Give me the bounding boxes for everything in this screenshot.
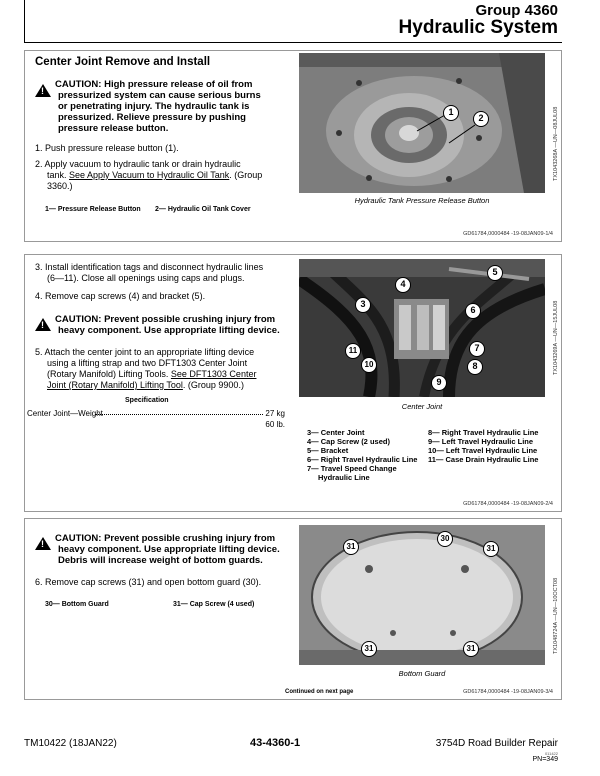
step-2: 2. Apply vacuum to hydraulic tank or drain hydraulic tank. See Apply Vacuum to Hydraulic Oil Tank. (Group 3360.) (35, 159, 263, 191)
center-joint-photo (299, 259, 545, 397)
warning-icon (35, 84, 51, 97)
header-left-rule (24, 0, 25, 43)
step-5: 5. Attach the center joint to an appropriate lifting device using a lifting strap and two DFT1303 Center Joint (Rotary Manifold) Lifting Tools. See DFT1303 Center Joint (Rotary Manifold) Lifting Tool. (Group 9900.) (35, 347, 257, 390)
legend-item-31: 31— Cap Screw (4 used) (173, 601, 255, 608)
continued-note: Continued on next page (285, 689, 354, 695)
reference-code: GD61784,0000484 -19-08JAN09-1/4 (463, 231, 553, 237)
group-label: Group 4360 (475, 2, 558, 19)
figure-caption: Hydraulic Tank Pressure Release Button (354, 196, 490, 205)
warning-icon (35, 318, 51, 331)
footer-manual-title: 3754D Road Builder Repair (435, 738, 558, 749)
callout-6: 6 (465, 303, 481, 319)
footer-pn: PN=349 (532, 756, 558, 763)
figure-id: TX1043268A —UN—08JUL08 (553, 106, 559, 181)
reference-code: GD61784,0000484 -19-08JAN09-3/4 (463, 689, 553, 695)
figure-id: TX1048724A —UN—10OCT08 (553, 577, 559, 654)
page-number: 43-4360-1 (250, 737, 301, 749)
callout-11: 11 (345, 343, 361, 359)
footer-tm: TM10422 (18JAN22) (24, 738, 117, 749)
panel-disconnect-lines (24, 254, 562, 512)
callout-9: 9 (431, 375, 447, 391)
legend-left: 3— Center Joint 4— Cap Screw (2 used) 5— Bracket 6— Right Travel Hydraulic Line 7— Travel Speed Change Hydraulic Line (307, 428, 418, 482)
callout-3: 3 (355, 297, 371, 313)
hydraulic-tank-photo (299, 53, 545, 193)
figure-id: TX1043269A —UN—15JUL08 (553, 300, 559, 375)
reference-code: GD61784,0000484 -19-08JAN09-2/4 (463, 501, 553, 507)
callout-31-bottom-left: 31 (361, 641, 377, 657)
spec-row: Center Joint—Weight 27 kg (27, 409, 285, 418)
step-1: 1. Push pressure release button (1). (35, 143, 179, 153)
figure-caption: Bottom Guard (398, 669, 446, 678)
spec-value-lb: 60 lb. (265, 420, 285, 429)
callout-10: 10 (361, 357, 377, 373)
caution-text: CAUTION: Prevent possible crushing injury from heavy component. Use appropriate lifting device. (55, 314, 280, 336)
footer-date-code: 011422 (544, 751, 558, 756)
link-apply-vacuum[interactable]: See Apply Vacuum to Hydraulic Oil Tank (69, 170, 230, 180)
callout-5: 5 (487, 265, 503, 281)
callout-31-top-left: 31 (343, 539, 359, 555)
callout-7: 7 (469, 341, 485, 357)
panel-bottom-guard (24, 518, 562, 700)
panel-center-joint-intro (24, 50, 562, 242)
callout-30: 30 (437, 531, 453, 547)
figure-caption: Center Joint (401, 402, 443, 411)
legend-right: 8— Right Travel Hydraulic Line 9— Left Travel Hydraulic Line 10— Left Travel Hydraulic Line 11— Case Drain Hydraulic Line (428, 428, 539, 464)
legend-item-30: 30— Bottom Guard (45, 601, 109, 608)
callout-31-top-right: 31 (483, 541, 499, 557)
callout-4: 4 (395, 277, 411, 293)
caution-text: CAUTION: High pressure release of oil from pressurized system can cause serious burns or penetrating injury. The hydraulic tank is pressurized. Relieve pressure by pushing pressure release button. (55, 79, 261, 134)
step-4: 4. Remove cap screws (4) and bracket (5). (35, 291, 206, 301)
legend-item-2: 2— Hydraulic Oil Tank Cover (155, 206, 251, 213)
page-title: Hydraulic System (398, 17, 558, 38)
legend-item-1: 1— Pressure Release Button (45, 206, 141, 213)
spec-title: Specification (125, 397, 169, 404)
link-dft1303-tool-cont[interactable]: Joint (Rotary Manifold) Lifting Tool (47, 380, 183, 390)
section-title: Center Joint Remove and Install (35, 56, 211, 68)
header-rule (24, 42, 562, 43)
bottom-guard-photo (299, 525, 545, 665)
step-6: 6. Remove cap screws (31) and open bottom guard (30). (35, 577, 262, 587)
caution-text: CAUTION: Prevent possible crushing injury from heavy component. Use appropriate lifting device. Debris will increase weight of bottom guards. (55, 533, 280, 566)
step-3: 3. Install identification tags and disconnect hydraulic lines (6—11). Close all openings using caps and plugs. (35, 262, 264, 283)
warning-icon (35, 537, 51, 550)
callout-2: 2 (473, 111, 489, 127)
link-dft1303-tool[interactable]: See DFT1303 Center (170, 369, 257, 379)
callout-31-bottom-right: 31 (463, 641, 479, 657)
callout-8: 8 (467, 359, 483, 375)
callout-1: 1 (443, 105, 459, 121)
